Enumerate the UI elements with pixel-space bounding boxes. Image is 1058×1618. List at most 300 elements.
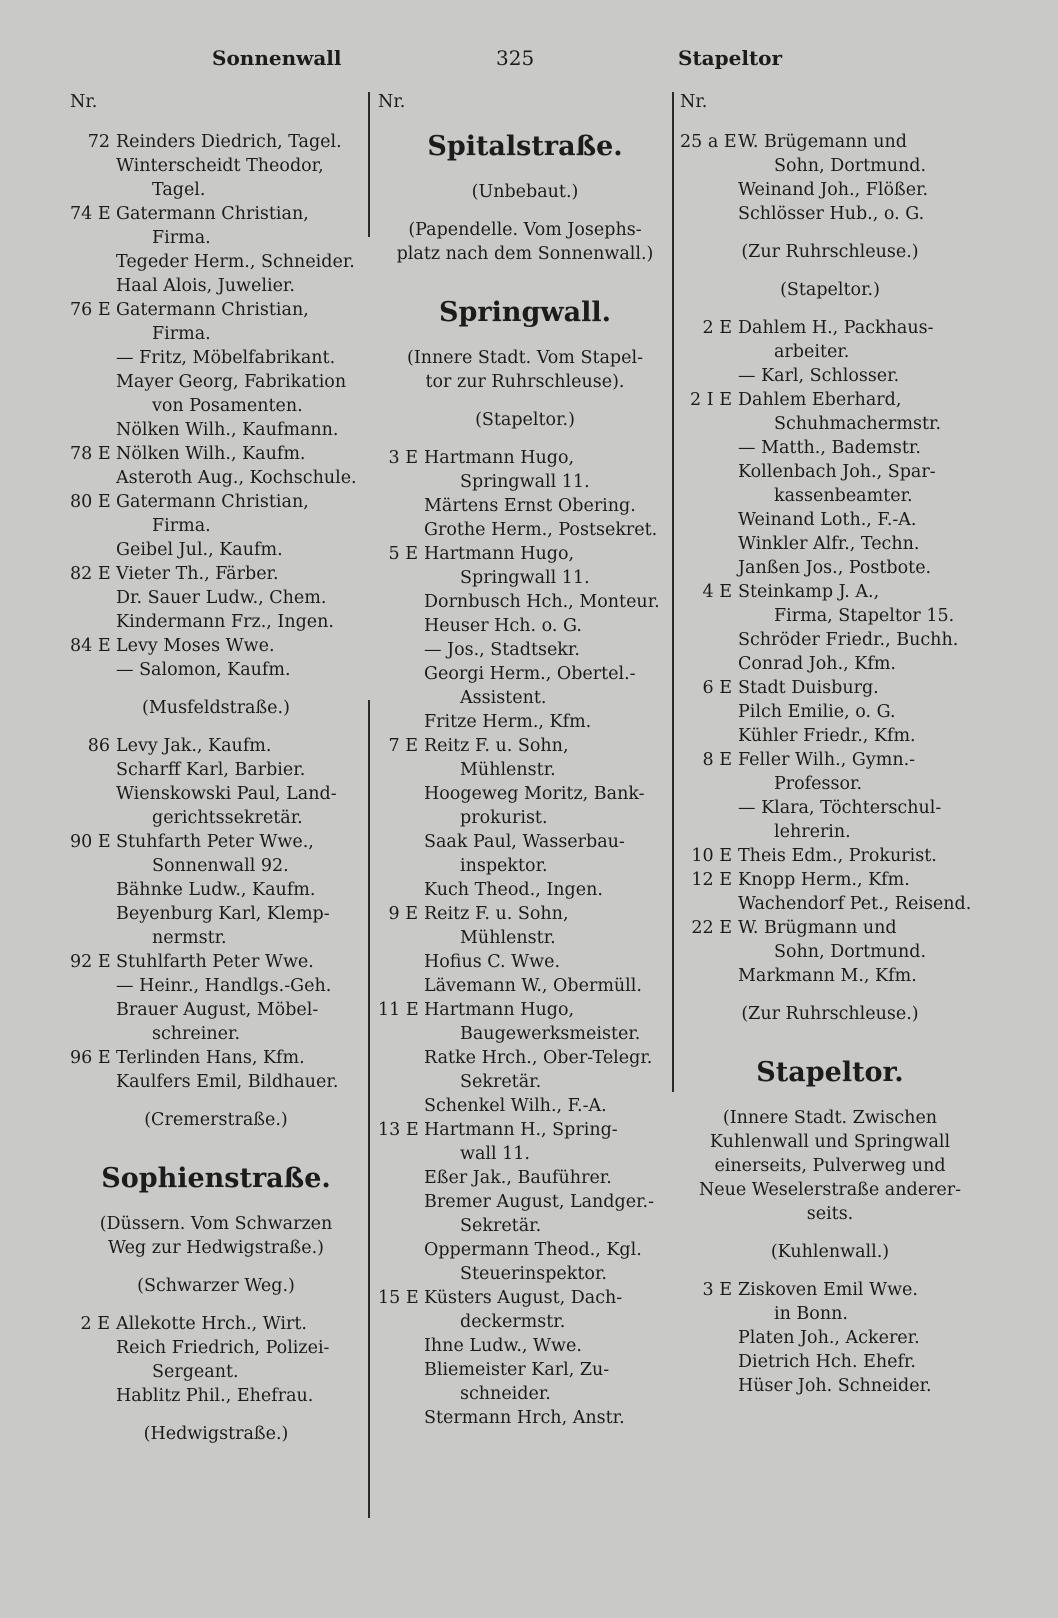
resident-line: Scharff Karl, Barbier.	[116, 760, 306, 780]
resident-line: Heuser Hch. o. G.	[424, 616, 582, 636]
resident-line: W. Brügmann und	[738, 918, 897, 938]
resident-line: Küsters August, Dach-	[424, 1288, 623, 1308]
cross-street: (Musfeldstraße.)	[142, 698, 290, 718]
directory-entry	[378, 662, 672, 710]
resident-line: Dahlem H., Packhaus-	[738, 318, 934, 338]
resident-line: Steuerinspektor.	[460, 1264, 607, 1284]
resident-line: Grothe Herm., Postsekret.	[424, 520, 658, 540]
resident-text	[424, 1166, 672, 1190]
resident-text	[116, 154, 362, 202]
resident-line: prokurist.	[460, 808, 548, 828]
resident-text	[116, 610, 362, 634]
directory-entry	[378, 830, 672, 878]
resident-text	[424, 878, 672, 902]
resident-text	[424, 1406, 672, 1430]
resident-line: Stuhlfarth Peter Wwe.	[116, 952, 314, 972]
resident-line: Reinders Diedrich, Tagel.	[116, 132, 342, 152]
resident-text	[738, 916, 980, 964]
resident-line: deckermstr.	[460, 1312, 566, 1332]
resident-line: Hofius C. Wwe.	[424, 952, 561, 972]
resident-line: Reitz F. u. Sohn,	[424, 904, 569, 924]
directory-entry	[70, 154, 362, 202]
resident-text	[738, 868, 980, 892]
description-line: seits.	[806, 1204, 854, 1224]
resident-line: Dietrich Hch. Ehefr.	[738, 1352, 916, 1372]
street-description	[680, 1106, 980, 1226]
resident-line: — Karl, Schlosser.	[738, 366, 900, 386]
description-line: Neue Weselerstraße anderer-	[698, 1180, 962, 1200]
directory-entry	[70, 950, 362, 974]
resident-text	[116, 346, 362, 370]
house-number: 22 E	[691, 918, 732, 938]
page-number: 325	[496, 46, 535, 70]
resident-text	[738, 628, 980, 652]
resident-line: Weinand Joh., Flößer.	[738, 180, 929, 200]
resident-text	[116, 950, 362, 974]
resident-line: Bliemeister Karl, Zu-	[424, 1360, 610, 1380]
resident-text	[424, 734, 672, 782]
resident-text	[424, 446, 672, 494]
resident-text	[738, 508, 980, 532]
directory-entry	[378, 1094, 672, 1118]
description-line: Weg zur Hedwigstraße.)	[108, 1238, 324, 1258]
resident-text	[424, 782, 672, 830]
resident-text	[738, 724, 980, 748]
house-number: 4 E	[702, 582, 732, 602]
resident-line: Sonnenwall 92.	[152, 856, 289, 876]
house-number: 13 E	[378, 1120, 419, 1140]
directory-entry	[70, 298, 362, 346]
description-line: (Innere Stadt. Zwischen	[722, 1108, 938, 1128]
house-number: 6 E	[702, 678, 732, 698]
cross-street: (Zur Ruhrschleuse.)	[741, 1004, 919, 1024]
directory-entry	[378, 950, 672, 974]
resident-line: Ihne Ludw., Wwe.	[424, 1336, 582, 1356]
resident-text	[424, 710, 672, 734]
resident-text	[424, 998, 672, 1046]
resident-line: — Matth., Bademstr.	[738, 438, 921, 458]
resident-line: Hoogeweg Moritz, Bank-	[424, 784, 645, 804]
directory-entry	[680, 580, 980, 628]
resident-line: Springwall 11.	[460, 568, 590, 588]
directory-entry	[70, 634, 362, 658]
resident-text	[424, 542, 672, 590]
directory-entry	[70, 538, 362, 562]
resident-text	[424, 1238, 672, 1286]
resident-line: inspektor.	[460, 856, 548, 876]
resident-line: Firma.	[152, 516, 211, 536]
resident-text	[738, 748, 980, 796]
resident-line: arbeiter.	[774, 342, 850, 362]
resident-line: Feller Wilh., Gymn.-	[738, 750, 916, 770]
resident-text	[738, 580, 980, 628]
resident-text	[116, 1384, 362, 1408]
resident-text	[116, 130, 362, 154]
directory-entry	[70, 758, 362, 782]
house-number: 86	[87, 736, 110, 756]
resident-text	[738, 202, 980, 226]
resident-text	[738, 316, 980, 364]
directory-entry	[378, 1334, 672, 1358]
resident-line: Hartmann Hugo,	[424, 448, 575, 468]
resident-text	[116, 830, 362, 878]
entry-list	[70, 130, 362, 682]
resident-line: Stermann Hrch, Anstr.	[424, 1408, 625, 1428]
entry-list	[680, 316, 980, 988]
directory-entry	[378, 1166, 672, 1190]
resident-line: Kühler Friedr., Kfm.	[738, 726, 916, 746]
directory-entry	[680, 1326, 980, 1350]
directory-entry	[70, 1336, 362, 1384]
resident-line: Brauer August, Möbel-	[116, 1000, 319, 1020]
resident-text	[738, 1326, 980, 1350]
directory-entry	[680, 628, 980, 652]
resident-line: Markmann M., Kfm.	[738, 966, 917, 986]
resident-text	[116, 878, 362, 902]
column-rule	[672, 92, 674, 1092]
directory-entry	[378, 878, 672, 902]
resident-line: Gatermann Christian,	[116, 300, 309, 320]
directory-entry	[70, 490, 362, 538]
directory-entry	[70, 610, 362, 634]
house-number: 82 E	[70, 564, 111, 584]
resident-text	[424, 950, 672, 974]
resident-text	[116, 202, 362, 250]
description-line: einerseits, Pulverweg und	[714, 1156, 946, 1176]
resident-text	[424, 1046, 672, 1094]
resident-line: Märtens Ernst Obering.	[424, 496, 636, 516]
column-rule	[368, 92, 370, 237]
resident-text	[424, 518, 672, 542]
resident-line: Dahlem Eberhard,	[738, 390, 902, 410]
directory-entry	[70, 130, 362, 154]
resident-line: Bähnke Ludw., Kaufm.	[116, 880, 316, 900]
resident-text	[116, 490, 362, 538]
resident-line: kassenbeamter.	[774, 486, 913, 506]
directory-entry	[70, 830, 362, 878]
resident-line: Kuch Theod., Ingen.	[424, 880, 603, 900]
street-description	[70, 1212, 362, 1260]
resident-text	[738, 178, 980, 202]
resident-line: Sergeant.	[152, 1362, 239, 1382]
resident-line: — Jos., Stadtsekr.	[424, 640, 580, 660]
resident-line: Tagel.	[152, 180, 206, 200]
resident-line: Ratke Hrch., Ober-Telegr.	[424, 1048, 653, 1068]
directory-entry	[378, 518, 672, 542]
resident-line: von Posamenten.	[152, 396, 303, 416]
resident-text	[424, 638, 672, 662]
resident-text	[116, 442, 362, 466]
house-number: 74 E	[70, 204, 111, 224]
resident-line: Sohn, Dortmund.	[774, 156, 927, 176]
directory-entry	[680, 364, 980, 388]
directory-entry	[680, 436, 980, 460]
directory-entry	[680, 1374, 980, 1398]
nr-heading: Nr.	[378, 92, 406, 112]
resident-text	[116, 734, 362, 758]
resident-line: — Salomon, Kaufm.	[116, 660, 291, 680]
resident-line: Janßen Jos., Postbote.	[738, 558, 932, 578]
resident-line: Sekretär.	[460, 1072, 542, 1092]
resident-line: Bremer August, Landger.-	[424, 1192, 654, 1212]
resident-line: Hartmann Hugo,	[424, 1000, 575, 1020]
resident-text	[738, 892, 980, 916]
resident-line: Dr. Sauer Ludw., Chem.	[116, 588, 327, 608]
directory-entry	[70, 370, 362, 418]
description-line: tor zur Ruhrschleuse).	[425, 372, 625, 392]
resident-line: Knopp Herm., Kfm.	[738, 870, 910, 890]
house-number: 96 E	[70, 1048, 111, 1068]
directory-entry	[378, 1286, 672, 1334]
resident-text	[116, 562, 362, 586]
directory-entry	[70, 782, 362, 830]
house-number: 72	[87, 132, 110, 152]
resident-line: schneider.	[460, 1384, 551, 1404]
resident-line: Mühlenstr.	[460, 928, 556, 948]
resident-text	[424, 902, 672, 950]
resident-line: wall 11.	[460, 1144, 530, 1164]
resident-text	[424, 1358, 672, 1406]
directory-entry	[680, 868, 980, 892]
resident-line: Firma.	[152, 228, 211, 248]
directory-entry	[70, 1384, 362, 1408]
directory-entry	[378, 1118, 672, 1166]
directory-entry	[680, 796, 980, 844]
header-right-street: Stapeltor	[678, 46, 783, 70]
resident-line: Beyenburg Karl, Klemp-	[116, 904, 330, 924]
resident-line: Hartmann Hugo,	[424, 544, 575, 564]
resident-text	[738, 436, 980, 460]
resident-line: Gatermann Christian,	[116, 492, 309, 512]
resident-text	[738, 532, 980, 556]
directory-entry	[680, 178, 980, 202]
directory-entry	[70, 998, 362, 1046]
resident-line: Kaulfers Emil, Bildhauer.	[116, 1072, 339, 1092]
resident-line: Nölken Wilh., Kaufmann.	[116, 420, 339, 440]
directory-entry	[378, 446, 672, 494]
resident-line: Baugewerksmeister.	[460, 1024, 641, 1044]
directory-entry	[70, 346, 362, 370]
house-number: 11 E	[378, 1000, 419, 1020]
directory-entry	[378, 710, 672, 734]
directory-entry	[70, 1046, 362, 1070]
entry-list	[70, 734, 362, 1094]
resident-line: Winterscheidt Theodor,	[116, 156, 324, 176]
directory-entry	[378, 590, 672, 614]
resident-text	[424, 830, 672, 878]
directory-entry	[378, 614, 672, 638]
resident-line: Kindermann Frz., Ingen.	[116, 612, 334, 632]
resident-line: Sohn, Dortmund.	[774, 942, 927, 962]
resident-line: Fritze Herm., Kfm.	[424, 712, 592, 732]
resident-text	[116, 274, 362, 298]
cross-street: (Cremerstraße.)	[144, 1110, 288, 1130]
directory-entry	[378, 638, 672, 662]
directory-entry	[680, 1278, 980, 1326]
directory-entry	[680, 532, 980, 556]
resident-text	[116, 298, 362, 346]
directory-entry	[70, 1312, 362, 1336]
directory-entry	[680, 202, 980, 226]
resident-text	[738, 460, 980, 508]
directory-entry	[680, 892, 980, 916]
cross-street: (Zur Ruhrschleuse.)	[741, 242, 919, 262]
resident-line: Kollenbach Joh., Spar-	[738, 462, 936, 482]
resident-line: Reich Friedrich, Polizei-	[116, 1338, 330, 1358]
house-number: 92 E	[70, 952, 111, 972]
resident-text	[738, 796, 980, 844]
directory-entry	[680, 460, 980, 508]
directory-entry	[378, 1238, 672, 1286]
resident-line: Oppermann Theod., Kgl.	[424, 1240, 642, 1260]
resident-line: Firma, Stapeltor 15.	[774, 606, 955, 626]
house-number: 2 I E	[690, 390, 732, 410]
resident-text	[116, 1312, 362, 1336]
directory-entry	[680, 130, 980, 178]
resident-text	[116, 1336, 362, 1384]
directory-entry	[378, 734, 672, 782]
directory-entry	[70, 658, 362, 682]
resident-text	[738, 1350, 980, 1374]
resident-line: Springwall 11.	[460, 472, 590, 492]
resident-text	[424, 1118, 672, 1166]
resident-text	[424, 1286, 672, 1334]
resident-text	[738, 700, 980, 724]
resident-text	[116, 418, 362, 442]
resident-line: Sekretär.	[460, 1216, 542, 1236]
resident-line: Hartmann H., Spring-	[424, 1120, 618, 1140]
resident-line: Saak Paul, Wasserbau-	[424, 832, 625, 852]
resident-line: Eßer Jak., Bauführer.	[424, 1168, 612, 1188]
directory-entry	[70, 274, 362, 298]
directory-entry	[680, 652, 980, 676]
directory-entry	[70, 202, 362, 250]
resident-text	[424, 614, 672, 638]
resident-text	[116, 974, 362, 998]
directory-entry	[378, 998, 672, 1046]
resident-line: Levy Moses Wwe.	[116, 636, 275, 656]
resident-line: Ziskoven Emil Wwe.	[738, 1280, 918, 1300]
resident-text	[116, 538, 362, 562]
resident-line: Pilch Emilie, o. G.	[738, 702, 896, 722]
resident-line: Georgi Herm., Obertel.-	[424, 664, 636, 684]
directory-entry	[378, 494, 672, 518]
resident-line: Allekotte Hrch., Wirt.	[116, 1314, 307, 1334]
directory-entry	[378, 542, 672, 590]
resident-line: Winkler Alfr., Techn.	[738, 534, 920, 554]
house-number: 80 E	[70, 492, 111, 512]
resident-line: Theis Edm., Prokurist.	[738, 846, 937, 866]
directory-entry	[680, 916, 980, 964]
house-number: 2 E	[80, 1314, 110, 1334]
directory-entry	[70, 734, 362, 758]
resident-line: Assistent.	[460, 688, 547, 708]
resident-line: Schenkel Wilh., F.-A.	[424, 1096, 607, 1116]
resident-line: Schröder Friedr., Buchh.	[738, 630, 959, 650]
house-number: 5 E	[388, 544, 418, 564]
resident-text	[424, 662, 672, 710]
resident-text	[116, 902, 362, 950]
resident-line: Platen Joh., Ackerer.	[738, 1328, 920, 1348]
resident-line: Professor.	[774, 774, 863, 794]
directory-entry	[680, 508, 980, 532]
resident-text	[738, 388, 980, 436]
resident-line: Wienskowski Paul, Land-	[116, 784, 337, 804]
house-number: 2 E	[702, 318, 732, 338]
directory-entry	[70, 1070, 362, 1094]
resident-line: Vieter Th., Färber.	[116, 564, 279, 584]
street-title: Sophienstraße.	[101, 1163, 331, 1194]
resident-text	[738, 676, 980, 700]
house-number: 8 E	[702, 750, 732, 770]
resident-line: Gatermann Christian,	[116, 204, 309, 224]
resident-text	[116, 250, 362, 274]
resident-text	[116, 782, 362, 830]
directory-entry	[378, 1358, 672, 1406]
directory-entry	[680, 1350, 980, 1374]
description-line: platz nach dem Sonnenwall.)	[396, 244, 654, 264]
resident-text	[424, 590, 672, 614]
resident-text	[424, 1190, 672, 1238]
cross-street: (Schwarzer Weg.)	[137, 1276, 295, 1296]
resident-line: gerichtssekretär.	[152, 808, 303, 828]
resident-text	[738, 844, 980, 868]
column-1	[70, 90, 362, 1460]
directory-entry	[680, 316, 980, 364]
cross-street: (Kuhlenwall.)	[770, 1242, 890, 1262]
resident-text	[116, 586, 362, 610]
resident-text	[116, 658, 362, 682]
entry-list	[378, 446, 672, 1430]
directory-entry	[680, 700, 980, 724]
house-number: 84 E	[70, 636, 111, 656]
resident-line: Mühlenstr.	[460, 760, 556, 780]
directory-entry	[378, 902, 672, 950]
resident-line: Lävemann W., Obermüll.	[424, 976, 642, 996]
resident-line: Asteroth Aug., Kochschule.	[116, 468, 357, 488]
resident-text	[738, 652, 980, 676]
resident-text	[116, 1046, 362, 1070]
resident-text	[738, 1278, 980, 1326]
resident-text	[738, 364, 980, 388]
directory-entry	[378, 782, 672, 830]
resident-text	[116, 998, 362, 1046]
resident-line: Haal Alois, Juwelier.	[116, 276, 295, 296]
resident-line: Terlinden Hans, Kfm.	[116, 1048, 305, 1068]
street-title: Spitalstraße.	[427, 131, 623, 162]
resident-line: Wachendorf Pet., Reisend.	[738, 894, 972, 914]
resident-text	[424, 974, 672, 998]
cross-street: (Stapeltor.)	[475, 410, 575, 430]
directory-entry	[680, 388, 980, 436]
directory-entry	[70, 442, 362, 466]
resident-line: Weinand Loth., F.-A.	[738, 510, 917, 530]
house-number: 78 E	[70, 444, 111, 464]
column-2	[378, 90, 672, 1430]
resident-text	[424, 1094, 672, 1118]
directory-entry	[378, 1046, 672, 1094]
resident-text	[116, 758, 362, 782]
header-left-street: Sonnenwall	[212, 46, 342, 70]
resident-line: Stuhfarth Peter Wwe.,	[116, 832, 314, 852]
directory-entry	[70, 466, 362, 490]
resident-line: — Heinr., Handlgs.-Geh.	[116, 976, 332, 996]
directory-entry	[680, 676, 980, 700]
house-number: 12 E	[691, 870, 732, 890]
resident-line: W. Brügemann und	[738, 132, 907, 152]
directory-entry	[680, 556, 980, 580]
house-number: 3 E	[388, 448, 418, 468]
